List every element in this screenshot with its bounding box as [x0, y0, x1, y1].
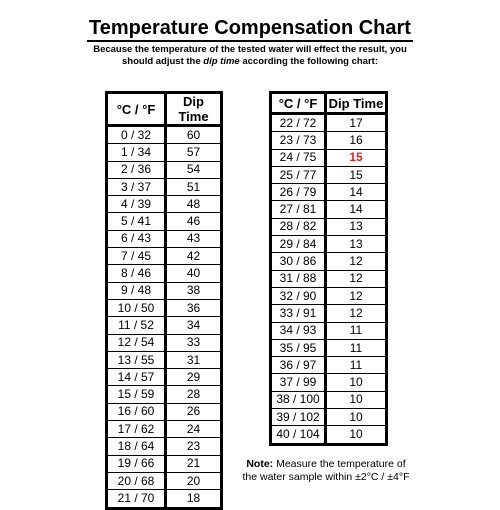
dip-time-cell: 60	[166, 126, 222, 144]
dip-time-cell: 14	[326, 184, 387, 201]
temperature-cell: 34 / 93	[271, 322, 326, 339]
measurement-note	[240, 458, 412, 484]
temperature-cell: 19 / 66	[107, 455, 166, 472]
table-row	[107, 196, 222, 213]
subtitle	[60, 44, 440, 68]
temperature-cell: 29 / 84	[271, 236, 326, 253]
dip-time-cell: 24	[166, 421, 222, 438]
dip-time-cell: 17	[326, 114, 387, 132]
table-row	[271, 357, 387, 374]
dip-time-cell: 15	[326, 166, 387, 183]
temperature-cell: 28 / 82	[271, 218, 326, 235]
table-row	[271, 409, 387, 426]
temperature-cell: 39 / 102	[271, 409, 326, 426]
table-row	[107, 317, 222, 334]
table-row	[271, 339, 387, 356]
table-row	[271, 184, 387, 201]
dip-time-cell: 16	[326, 132, 387, 149]
table-row	[107, 386, 222, 403]
temperature-cell: 4 / 39	[107, 196, 166, 213]
temperature-cell: 3 / 37	[107, 178, 166, 195]
table-row	[107, 403, 222, 420]
subtitle-emphasis: dip time	[203, 56, 240, 67]
temperature-cell: 12 / 54	[107, 334, 166, 351]
dip-time-cell: 10	[326, 426, 387, 444]
left-compensation-table	[105, 91, 223, 510]
temperature-cell: 13 / 55	[107, 351, 166, 368]
table-row	[107, 421, 222, 438]
table-row	[271, 322, 387, 339]
temperature-cell: 25 / 77	[271, 166, 326, 183]
dip-time-cell: 34	[166, 317, 222, 334]
dip-time-cell: 12	[326, 270, 387, 287]
right-compensation-table	[269, 91, 388, 446]
dip-time-cell: 11	[326, 357, 387, 374]
temperature-cell: 6 / 43	[107, 230, 166, 247]
note-text-1: Measure the temperature of	[273, 458, 406, 470]
temperature-cell: 23 / 73	[271, 132, 326, 149]
table-row	[271, 305, 387, 322]
temperature-cell: 1 / 34	[107, 144, 166, 161]
dip-time-cell: 29	[166, 369, 222, 386]
table-row	[107, 126, 222, 144]
temperature-cell: 0 / 32	[107, 126, 166, 144]
table-row	[107, 230, 222, 247]
table-row	[271, 149, 387, 166]
temperature-cell: 15 / 59	[107, 386, 166, 403]
dip-time-cell: 10	[326, 374, 387, 391]
table-row	[107, 282, 222, 299]
table-row	[107, 472, 222, 489]
temperature-cell: 32 / 90	[271, 287, 326, 304]
dip-time-cell: 26	[166, 403, 222, 420]
temperature-cell: 30 / 86	[271, 253, 326, 270]
dip-time-cell: 11	[326, 322, 387, 339]
temperature-cell: 27 / 81	[271, 201, 326, 218]
dip-time-cell: 21	[166, 455, 222, 472]
table-row	[271, 391, 387, 408]
temperature-cell: 21 / 70	[107, 490, 166, 508]
temperature-cell: 20 / 68	[107, 472, 166, 489]
temperature-cell: 5 / 41	[107, 213, 166, 230]
temperature-cell: 22 / 72	[271, 114, 326, 132]
dip-time-cell: 13	[326, 236, 387, 253]
temperature-cell: 17 / 62	[107, 421, 166, 438]
dip-time-cell: 54	[166, 161, 222, 178]
dip-time-cell: 23	[166, 438, 222, 455]
page-title: Temperature Compensation Chart	[87, 16, 413, 42]
temperature-cell: 14 / 57	[107, 369, 166, 386]
temperature-cell: 10 / 50	[107, 299, 166, 316]
temperature-cell: 31 / 88	[271, 270, 326, 287]
temperature-cell: 8 / 46	[107, 265, 166, 282]
subtitle-line-2	[60, 56, 440, 68]
table-row	[107, 455, 222, 472]
dip-time-cell: 57	[166, 144, 222, 161]
dip-time-cell: 40	[166, 265, 222, 282]
table-row	[271, 270, 387, 287]
table-row	[271, 201, 387, 218]
dip-time-column-header: Dip Time	[326, 93, 387, 114]
dip-time-cell: 12	[326, 305, 387, 322]
table-row	[107, 369, 222, 386]
table-row	[271, 253, 387, 270]
table-row	[271, 236, 387, 253]
dip-time-column-header: Dip Time	[166, 93, 222, 126]
dip-time-cell: 42	[166, 248, 222, 265]
dip-time-cell: 18	[166, 490, 222, 508]
temperature-cell: 36 / 97	[271, 357, 326, 374]
table-header-row	[107, 93, 222, 126]
temperature-cell: 16 / 60	[107, 403, 166, 420]
temperature-cell: 40 / 104	[271, 426, 326, 444]
table-row	[271, 374, 387, 391]
table-row	[107, 490, 222, 508]
temperature-cell: 11 / 52	[107, 317, 166, 334]
temperature-cell: 24 / 75	[271, 149, 326, 166]
table-row	[271, 114, 387, 132]
dip-time-cell: 33	[166, 334, 222, 351]
table-row	[107, 334, 222, 351]
dip-time-cell: 11	[326, 339, 387, 356]
temp-column-header: °C / °F	[271, 93, 326, 114]
table-row	[107, 144, 222, 161]
dip-time-cell: 46	[166, 213, 222, 230]
temperature-cell: 37 / 99	[271, 374, 326, 391]
table-row	[271, 218, 387, 235]
chart-title-wrap	[0, 16, 500, 42]
table-row	[107, 299, 222, 316]
table-row	[107, 351, 222, 368]
dip-time-cell: 48	[166, 196, 222, 213]
table-row	[271, 287, 387, 304]
temp-column-header: °C / °F	[107, 93, 166, 126]
table-row	[107, 213, 222, 230]
dip-time-cell: 12	[326, 287, 387, 304]
temperature-cell: 9 / 48	[107, 282, 166, 299]
dip-time-cell: 10	[326, 409, 387, 426]
table-row	[271, 166, 387, 183]
dip-time-cell: 15	[326, 149, 387, 166]
subtitle-line-1: Because the temperature of the tested water will effect the result, you	[93, 44, 407, 55]
note-label: Note:	[246, 458, 274, 470]
dip-time-cell: 51	[166, 178, 222, 195]
table-row	[107, 178, 222, 195]
table-row	[107, 248, 222, 265]
dip-time-cell: 28	[166, 386, 222, 403]
temperature-cell: 7 / 45	[107, 248, 166, 265]
dip-time-cell: 38	[166, 282, 222, 299]
temperature-cell: 2 / 36	[107, 161, 166, 178]
dip-time-cell: 43	[166, 230, 222, 247]
table-row	[107, 161, 222, 178]
subtitle-text-b: according the following chart:	[239, 56, 378, 67]
dip-time-cell: 20	[166, 472, 222, 489]
table-row	[271, 132, 387, 149]
table-header-row	[271, 93, 387, 114]
dip-time-cell: 13	[326, 218, 387, 235]
table-row	[271, 426, 387, 444]
table-row	[107, 265, 222, 282]
dip-time-cell: 31	[166, 351, 222, 368]
dip-time-cell: 10	[326, 391, 387, 408]
note-text-2: the water sample within ±2°C / ±4°F	[242, 471, 410, 483]
temperature-cell: 33 / 91	[271, 305, 326, 322]
table-row	[107, 438, 222, 455]
dip-time-cell: 12	[326, 253, 387, 270]
temperature-cell: 38 / 100	[271, 391, 326, 408]
temperature-cell: 26 / 79	[271, 184, 326, 201]
temperature-cell: 35 / 95	[271, 339, 326, 356]
dip-time-cell: 14	[326, 201, 387, 218]
dip-time-cell: 36	[166, 299, 222, 316]
subtitle-text-a: should adjust the	[122, 56, 204, 67]
temperature-cell: 18 / 64	[107, 438, 166, 455]
